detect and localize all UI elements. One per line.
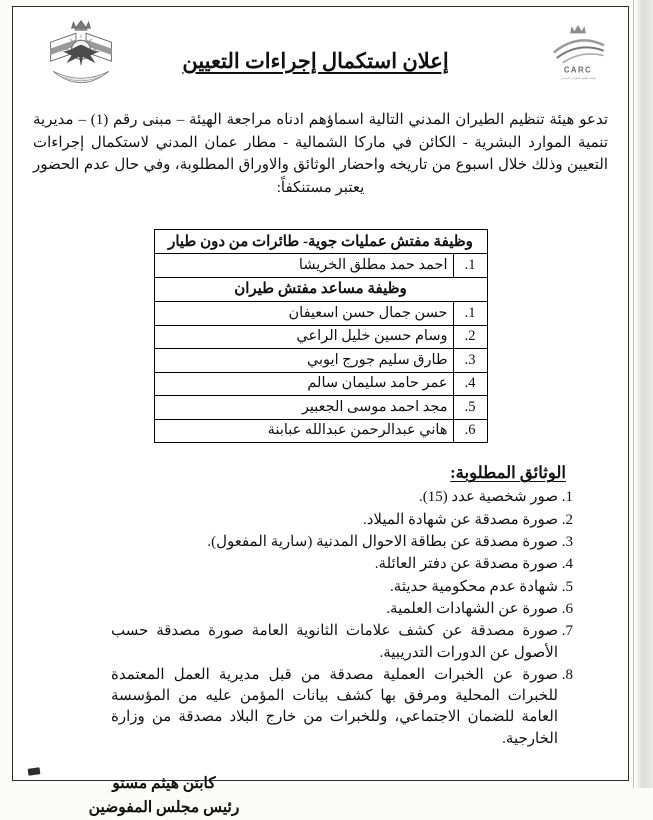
table-row [154, 254, 487, 278]
scan-artifact [28, 767, 41, 776]
scan-edge-strip [633, 0, 653, 788]
document-item: 8. صورة عن الخبرات العملية مصدقة من قبل مديرية العمل المعتمدة للخبرات المحلية ومرفق بها كشف بيانات المؤمن عليه من المؤسسة العامة للضمان الاجتماعي، وللخبرات من خارج البلاد مصدقة من وزارة الخارجية. [45, 665, 558, 750]
table-row [154, 372, 487, 396]
document-item: 1. صور شخصية عدد (15). [45, 487, 558, 508]
applicants-table [154, 229, 488, 443]
signature-block [69, 772, 259, 820]
signatory-name: كابتن هيثم مستو [112, 775, 216, 792]
row-number: 1. [453, 254, 487, 278]
carc-logo-text: CARC [563, 65, 593, 75]
applicant-name: احمد حمد مطلق الخريشا [154, 254, 453, 278]
page-title: إعلان استكمال إجراءات التعيين [182, 49, 449, 73]
table-row [154, 396, 487, 420]
document-item: 3. صورة مصدقة عن بطاقة الاحوال المدنية (سارية المفعول). [45, 532, 558, 553]
document-item: 2. صورة مصدقة عن شهادة الميلاد. [45, 510, 558, 531]
document-item: 6. صورة عن الشهادات العلمية. [45, 599, 558, 620]
applicant-name: طارق سليم جورج ايوبي [154, 349, 453, 373]
applicant-name: مجد احمد موسى الجعبير [154, 396, 453, 420]
applicant-name: وسام حسين خليل الراعي [154, 325, 453, 349]
table-section-title: وظيفة مساعد مفتش طيران [154, 277, 487, 301]
row-number: 3. [453, 349, 487, 373]
applicant-name: حسن جمال حسن اسعيفان [154, 302, 453, 326]
table-section-header [154, 277, 487, 301]
carc-logo-tagline: هيئة تنظيم الطيران المدني [560, 75, 596, 80]
documents-heading: الوثائق المطلوبة: [450, 463, 566, 483]
document-header [29, 15, 612, 107]
table-section-header [154, 230, 487, 254]
row-number: 2. [453, 325, 487, 349]
carc-logo-icon [546, 21, 610, 87]
applicant-name: عمر حامد سليمان سالم [154, 372, 453, 396]
applicant-name: هاني عبدالرحمن عبدالله عبابنة [154, 419, 453, 443]
signatory-title: رئيس مجلس المفوضين [88, 799, 240, 817]
table-row [154, 302, 487, 326]
document-item: 5. شهادة عدم محكومية حديثة. [45, 577, 558, 598]
row-number: 1. [453, 302, 487, 326]
row-number: 4. [453, 372, 487, 396]
row-number: 5. [453, 396, 487, 420]
table-row [154, 349, 487, 373]
document-page [12, 6, 629, 817]
row-number: 6. [453, 419, 487, 443]
document-item: 4. صورة مصدقة عن دفتر العائلة. [45, 554, 558, 575]
jordan-coat-of-arms-icon [43, 15, 119, 101]
documents-list [45, 487, 584, 750]
document-item: 7. صورة مصدقة عن كشف علامات الثانوية العامة صورة مصدقة حسب الأصول عن الدورات التدريبية. [45, 621, 558, 664]
table-section-title: وظيفة مفتش عمليات جوية- طائرات من دون طيار [154, 230, 487, 254]
table-row [154, 419, 487, 443]
intro-paragraph: تدعو هيئة تنظيم الطيران المدني التالية اسماؤهم ادناه مراجعة الهيئة – مبنى رقم (1) – مديرية تنمية الموارد البشرية - الكائن في ماركا الشمالية - مطار عمان المدني لاستكمال إجراءات التعيين وذلك خلال اسبوع من تاريخه واحضار الوثائق والاوراق المطلوبة، وفي حال عدم الحضور يعتبر مستنكفاً: [33, 112, 608, 196]
table-row [154, 325, 487, 349]
